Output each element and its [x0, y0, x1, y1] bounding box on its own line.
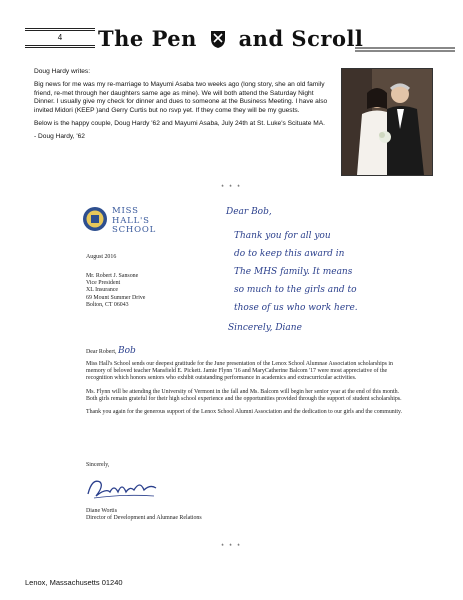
- bottom-separator: * * *: [221, 544, 242, 550]
- thank-you-letter: [70, 196, 410, 528]
- signature-image: [84, 472, 164, 504]
- handwritten-line: do to keep this award in: [234, 249, 345, 259]
- handwritten-bob-annotation: [118, 344, 144, 354]
- letter-paragraph: Miss Hall's School sends our deepest gratitude for the June presentation of the Lenox School Alumnae Association scholarships in memory of beloved teacher Mansfield E. Pickett. Jamie Flynn '16 and MaryCatherine Balcom '17 were most appreciative of the recognition which honors seniors who exhibit outstanding performance in academics and extracurricular activities.: [86, 361, 393, 382]
- wedding-photo: [341, 68, 433, 176]
- signer-title: Director of Development and Alumnae Relations: [86, 515, 202, 522]
- letter-paragraph: Ms. Flynn will be attending the University of Vermont in the fall and Ms. Balcom will begin her senior year at the end of this month. Both girls remain grateful for their high school experience and the opportunities provided through the support of student scholarships.: [86, 388, 402, 402]
- header-rules: [0, 20, 463, 60]
- intro-paragraph-1: Big news for me was my re-marriage to Mayumi Asaba two weeks ago (long story, she an old family friend, re-met through her daughters same age as mine). We will both attend the Saturday Night Dinner. I usually give my check for dinner and dues to someone at the Business Meeting. I have also invited Midori (KEEP )and Gerry Curtis but no rsvp yet. If they come they will be my guests.: [34, 81, 328, 114]
- signer-block: [86, 508, 202, 522]
- address-line: Mr. Robert J. Sansone: [86, 273, 139, 279]
- intro-author-line: Doug Hardy writes:: [34, 68, 91, 75]
- handwritten-line: Dear Bob,: [226, 207, 272, 217]
- intro-section: [34, 68, 334, 147]
- intro-signoff: - Doug Hardy, '62: [34, 133, 85, 141]
- handwritten-line: The MHS family. It means: [234, 267, 353, 277]
- svg-text:Bob: Bob: [117, 346, 136, 354]
- handwritten-line: those of us who work here.: [234, 303, 358, 313]
- school-seal-icon: [82, 206, 108, 232]
- letter-closing: Sincerely,: [86, 462, 110, 468]
- section-separator: * * *: [221, 185, 242, 191]
- address-line: Bolton, CT 06043: [86, 301, 129, 308]
- letter-body: [86, 361, 411, 422]
- newsletter-title: The Pen and Scroll: [98, 26, 364, 51]
- intro-paragraph-2: Below is the happy couple, Doug Hardy '62 and Mayumi Asaba, July 24th at St. Luke's Scituate MA.: [34, 120, 325, 128]
- school-name-logo: MISS HALL'S SCHOOL: [112, 206, 157, 235]
- letter-date: August 2016: [86, 254, 117, 260]
- signer-name: Diane Wortis: [86, 508, 117, 514]
- address-line: 69 Mount Summer Drive: [86, 294, 146, 301]
- address-line: XL Insurance: [86, 287, 119, 294]
- page-number: 4: [57, 33, 63, 42]
- handwritten-line: Sincerely, Diane: [228, 323, 302, 333]
- handwritten-note: [220, 196, 420, 346]
- masthead-header: [0, 20, 463, 60]
- handwritten-line: so much to the girls and to: [234, 285, 357, 295]
- letter-paragraph: Thank you again for the generous support of the Lenox School Alumni Association and the dedication to our girls and the community.: [86, 409, 403, 416]
- recipient-address: [86, 273, 145, 309]
- letter-salutation: Dear Robert, Bob: [86, 344, 144, 356]
- address-line: Vice President: [86, 280, 121, 287]
- wedding-photo-image: [342, 69, 432, 175]
- footer-address: Lenox, Massachusetts 01240: [25, 578, 123, 587]
- handwritten-line: Thank you for all you: [234, 231, 331, 241]
